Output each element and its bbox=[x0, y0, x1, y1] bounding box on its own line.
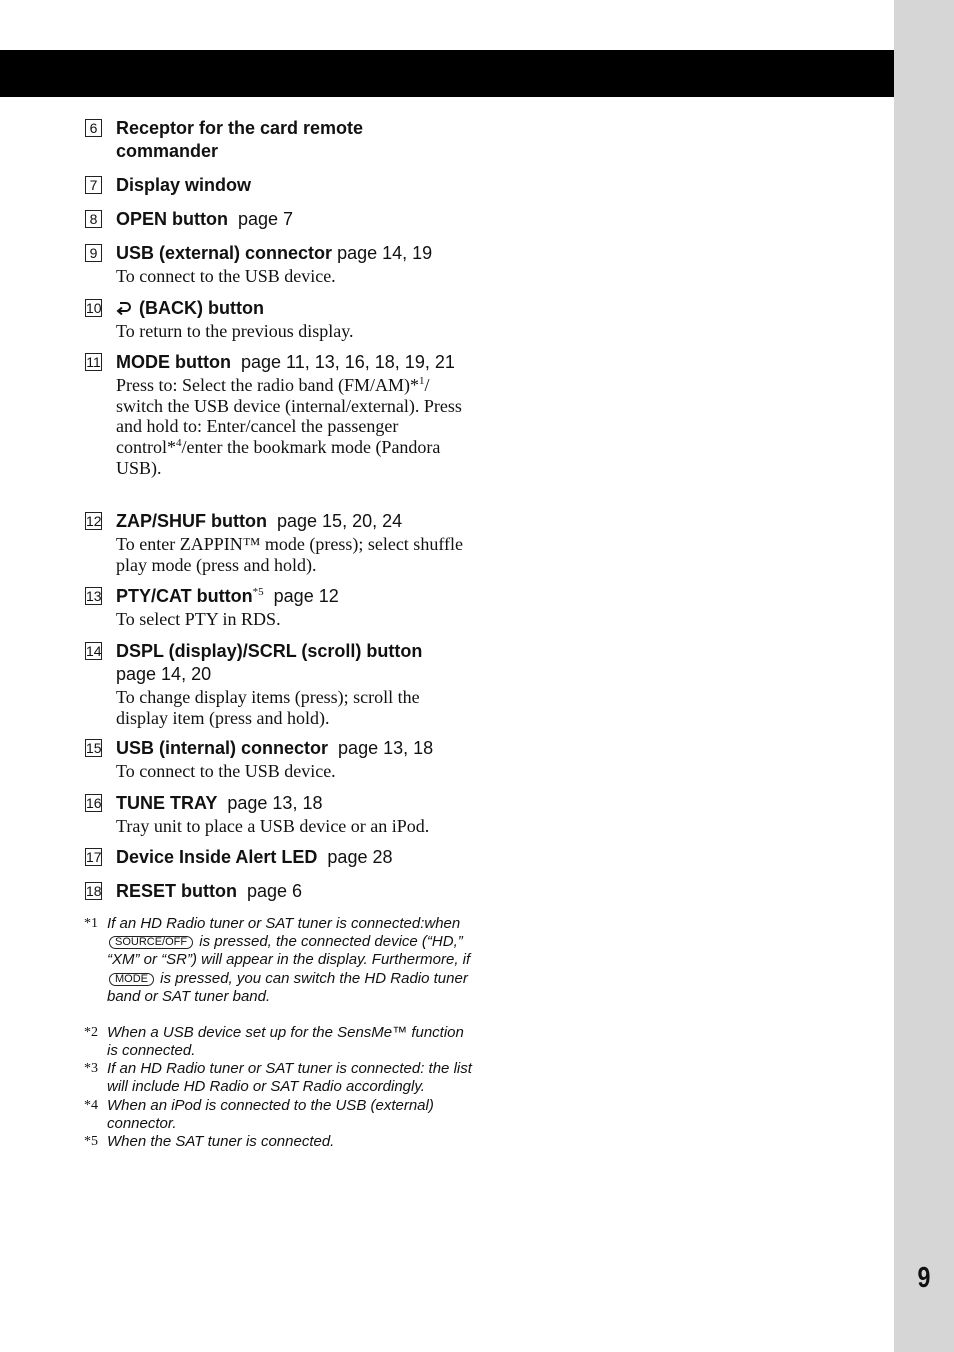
page-reference: page 14, 20 bbox=[116, 664, 212, 684]
item-number: 7 bbox=[85, 176, 102, 194]
item-number: 13 bbox=[86, 588, 102, 604]
list-item bbox=[85, 208, 465, 231]
item-number: 9 bbox=[85, 244, 102, 262]
footnote bbox=[84, 1024, 474, 1060]
item-description: To connect to the USB device. bbox=[116, 761, 336, 781]
item-description: To return to the previous display. bbox=[116, 321, 354, 341]
page-reference: page 12 bbox=[273, 586, 339, 606]
item-number: 18 bbox=[86, 883, 102, 899]
back-arrow-icon bbox=[116, 301, 132, 315]
footnote: *1 If an HD Radio tuner or SAT tuner is connected:when SOURCE/OFF is pressed, the connected device (“HD,” “XM” or “SR”) will appear in the display. Furthermore, if MODE is pressed, you can switch the HD Radio tuner band or SAT tuner band. bbox=[84, 915, 471, 1005]
item-title: Receptor for the card remote commander bbox=[116, 118, 364, 161]
item-description: To connect to the USB device. bbox=[116, 266, 336, 286]
list-item bbox=[85, 242, 465, 287]
item-number: 15 bbox=[86, 740, 102, 756]
item-description: Tray unit to place a USB device or an iPod. bbox=[116, 816, 430, 836]
item-title: PTY/CAT button bbox=[116, 586, 253, 606]
item-title: DSPL (display)/SCRL (scroll) button bbox=[116, 641, 423, 661]
header-bar bbox=[0, 50, 894, 97]
mode-button-label: MODE bbox=[109, 973, 154, 986]
page-number: 9 bbox=[917, 1262, 931, 1294]
footnote-mark: *5 bbox=[84, 1134, 98, 1149]
item-title: OPEN button bbox=[116, 209, 228, 229]
list-item bbox=[85, 117, 465, 163]
item-number: 8 bbox=[85, 210, 102, 228]
source-off-button-label: SOURCE/OFF bbox=[109, 936, 193, 949]
item-title: Device Inside Alert LED bbox=[116, 847, 318, 867]
item-description: To change display items (press); scroll the display item (press and hold). bbox=[116, 687, 420, 728]
footnote bbox=[84, 1060, 474, 1096]
item-title: (BACK) button bbox=[139, 298, 264, 318]
item-description: To enter ZAPPIN™ mode (press); select shuffle play mode (press and hold). bbox=[116, 534, 463, 575]
list-item bbox=[85, 737, 465, 782]
item-title: Display window bbox=[116, 175, 252, 195]
page-reference: page 13, 18 bbox=[227, 793, 323, 813]
list-item bbox=[85, 792, 465, 837]
footnote-ref: 1 bbox=[418, 375, 425, 387]
footnote-mark: *2 bbox=[84, 1025, 98, 1040]
footnote bbox=[84, 1097, 474, 1133]
item-number: 6 bbox=[85, 119, 102, 137]
page-reference: page 13, 18 bbox=[338, 738, 434, 758]
item-title: TUNE TRAY bbox=[116, 793, 218, 813]
item-number: 14 bbox=[86, 643, 102, 659]
list-item bbox=[85, 880, 465, 903]
page-reference: page 7 bbox=[238, 209, 294, 229]
item-number: 10 bbox=[86, 300, 102, 316]
item-description: To select PTY in RDS. bbox=[116, 609, 281, 629]
page-reference: page 11, 13, 16, 18, 19, 21 bbox=[241, 352, 455, 372]
page-reference: page 28 bbox=[327, 847, 393, 867]
item-number: 12 bbox=[86, 513, 102, 529]
item-number: 17 bbox=[86, 849, 102, 865]
list-item bbox=[85, 640, 465, 728]
footnote-text: When a USB device set up for the SensMe™ function is connected. bbox=[107, 1024, 464, 1060]
list-item bbox=[85, 510, 465, 575]
page-reference: page 6 bbox=[247, 881, 303, 901]
footnote-mark: *1 bbox=[84, 916, 98, 931]
item-number: 11 bbox=[86, 354, 101, 370]
list-item bbox=[85, 846, 465, 869]
footnote-text: When an iPod is connected to the USB (external) connector. bbox=[107, 1097, 434, 1133]
footnote-mark: *3 bbox=[84, 1061, 98, 1076]
list-item bbox=[85, 351, 465, 479]
footnote-ref: 4 bbox=[176, 437, 182, 450]
page-reference: page 14, 19 bbox=[337, 243, 433, 263]
item-title: USB (external) connector bbox=[116, 243, 333, 263]
footnote-mark: *4 bbox=[84, 1098, 98, 1113]
page-reference: page 15, 20, 24 bbox=[277, 511, 403, 531]
item-title: MODE button bbox=[116, 352, 231, 372]
side-tab bbox=[894, 0, 954, 1352]
footnote-text: If an HD Radio tuner or SAT tuner is connected: the list will include HD Radio or SAT Radio accordingly. bbox=[107, 1060, 472, 1096]
item-description: Press to: Select the radio band (FM/AM)*$^1$/ switch the USB device (internal/external). Press and hold to: Enter/cancel the passenger control*$^4$/enter the bookmark mode (Pandora USB). bbox=[116, 375, 462, 478]
item-title: RESET button bbox=[116, 881, 237, 901]
list-item bbox=[85, 297, 465, 342]
item-title: ZAP/SHUF button bbox=[116, 511, 267, 531]
footnote-ref: *5 bbox=[252, 586, 264, 598]
footnote-text: When the SAT tuner is connected. bbox=[107, 1133, 335, 1150]
item-title: USB (internal) connector bbox=[116, 738, 329, 758]
list-item bbox=[85, 585, 465, 630]
footnote bbox=[84, 1133, 474, 1151]
item-number: 16 bbox=[86, 795, 102, 811]
list-item bbox=[85, 174, 465, 197]
